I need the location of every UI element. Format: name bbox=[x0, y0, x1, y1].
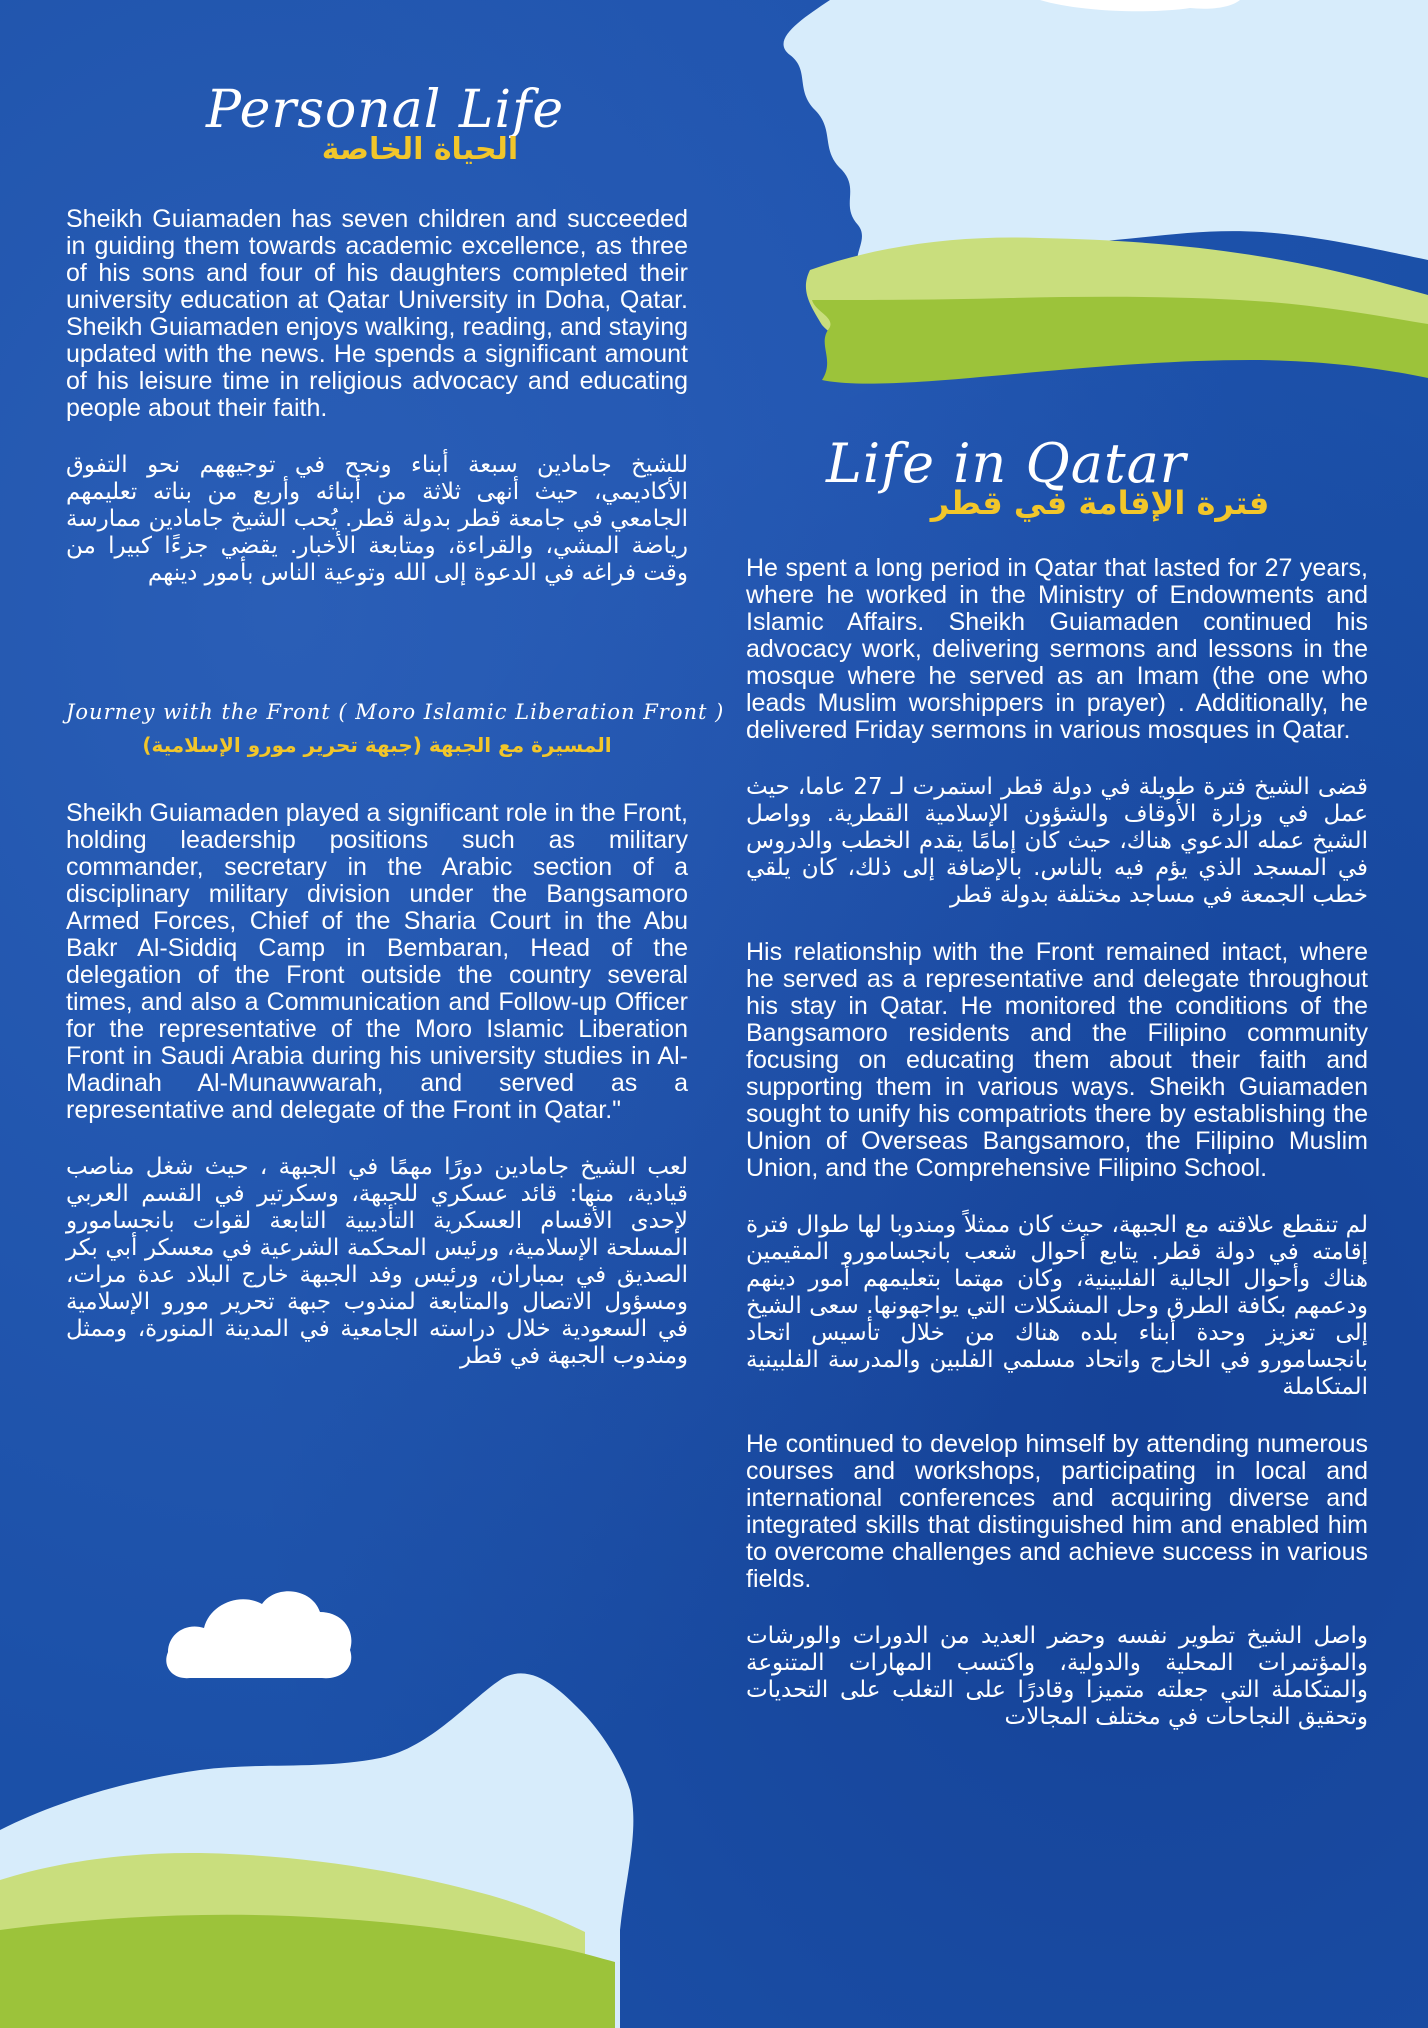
qatar-paragraph-1-en: He spent a long period in Qatar that lasted for 27 years, where he worked in the Ministry of Endowments and Islamic Affairs. Sheikh Guiamaden continued his advocacy work, delivering sermons and lessons in the mosque where he served as an Imam (the one who leads Muslim worshippers in prayer) . Additionally, he delivered Friday sermons in various mosques in Qatar. bbox=[746, 554, 1368, 744]
personal-life-title-ar: الحياة الخاصة bbox=[321, 132, 519, 167]
top-sky-shape bbox=[784, 0, 1428, 272]
personal-life-paragraph-ar: للشيخ جامادين سبعة أبناء ونجح في توجيههم نحو التفوق الأكاديمي، حيث أنهى ثلاثة من أبنائه وأربع من بناته تعليمهم الجامعي في جامعة قطر بدولة قطر. يُحب الشيخ جامادين ممارسة رياضة المشي، والقراءة، ومتابعة الأخبار. يقضي جزءًا كبيرا من وقت فراغه في الدعوة إلى الله وتوعية الناس بأمور دينهم bbox=[66, 452, 688, 586]
personal-life-paragraph-en: Sheikh Guiamaden has seven children and succeeded in guiding them towards academic excellence, as three of his sons and four of his daughters completed their university education at Qatar University in Doha, Qatar. Sheikh Guiamaden enjoys walking, reading, and staying updated with the news. He spends a significant amount of his leisure time in religious advocacy and educating people about their faith. bbox=[66, 205, 688, 422]
bottom-cloud bbox=[166, 1591, 351, 1678]
journey-section bbox=[66, 800, 688, 1370]
qatar-paragraph-1-ar: قضى الشيخ فترة طويلة في دولة قطر استمرت لـ 27 عاما، حيث عمل في وزارة الأوقاف والشؤون الإسلامية القطرية. وواصل الشيخ عمله الدعوي هناك، حيث كان إمامًا يقدم الخطب والدروس في المسجد الذي يؤم فيه بالناس. بالإضافة إلى ذلك، كان يلقي خطب الجمعة في مساجد مختلفة بدولة قطر bbox=[746, 774, 1368, 908]
journey-paragraph-en: Sheikh Guiamaden played a significant role in the Front, holding leadership positions such as military commander, secretary in the Arabic section of a disciplinary military division under the Bangsamoro Armed Forces, Chief of the Sharia Court in the Abu Bakr Al-Siddiq Camp in Bembaran, Head of the delegation of the Front outside the country several times, and also a Communication and Follow-up Officer for the representative of the Moro Islamic Liberation Front in Saudi Arabia during his university studies in Al-Madinah Al-Munawwarah, and served as a representative and delegate of the Front in Qatar." bbox=[66, 799, 688, 1124]
life-in-qatar-title: Life in Qatar bbox=[826, 432, 1187, 495]
personal-life-section bbox=[66, 206, 688, 587]
qatar-paragraph-3-ar: واصل الشيخ تطوير نفسه وحضر العديد من الدورات والورشات والمؤتمرات المحلية والدولية، واكتسب المهارات المتنوعة والمتكاملة التي جعلته متميزا وقادرًا على التغلب على التحديات وتحقيق النجاحات في مختلف المجالات bbox=[746, 1623, 1368, 1730]
life-in-qatar-title-ar: فترة الإقامة في قطر bbox=[930, 484, 1270, 522]
journey-title: Journey with the Front ( Moro Islamic Liberation Front ) bbox=[66, 700, 725, 724]
personal-life-title: Personal Life bbox=[206, 80, 565, 140]
qatar-paragraph-2-ar: لم تنقطع علاقته مع الجبهة، حيث كان ممثلاً ومندوبا لها طوال فترة إقامته في دولة قطر. يتابع أحوال شعب بانجسامورو المقيمين هناك وأحوال الجالية الفلبينية، وكان مهتما بتعليمهم أمور دينهم ودعمهم بكافة الطرق وحل المشكلات التي يواجهونها. سعى الشيخ إلى تعزيز وحدة أبناء بلده هناك من خلال تأسيس اتحاد بانجسامورو في الخارج واتحاد مسلمي الفلبين والمدرسة الفلبينية المتكاملة bbox=[746, 1212, 1368, 1400]
top-grass-dark bbox=[812, 297, 1428, 384]
journey-title-ar: المسيرة مع الجبهة (جبهة تحرير مورو الإسلامية) bbox=[142, 733, 612, 757]
life-in-qatar-section bbox=[746, 555, 1368, 1731]
journey-paragraph-ar: لعب الشيخ جامادين دورًا مهمًا في الجبهة ، حيث شغل مناصب قيادية، منها: قائد عسكري للجبهة، وسكرتير في القسم العربي لإحدى الأقسام العسكرية التأديبية التابعة لقوات بانجسامورو المسلحة الإسلامية، ورئيس المحكمة الشرعية في معسكر أبي بكر الصديق في بمباران، ورئيس وفد الجبهة خارج البلاد عدة مرات، ومسؤول الاتصال والمتابعة لمندوب جبهة تحرير مورو الإسلامية في السعودية خلال دراسته الجامعية في المدينة المنورة، وممثل ومندوب الجبهة في قطر bbox=[66, 1154, 688, 1369]
qatar-paragraph-2-en: His relationship with the Front remained intact, where he served as a representative and delegate throughout his stay in Qatar. He monitored the conditions of the Bangsamoro residents and the Filipino community focusing on educating them about their faith and supporting them in various ways. Sheikh Guiamaden sought to unify his compatriots there by establishing the Union of Overseas Bangsamoro, the Filipino Muslim Union, and the Comprehensive Filipino School. bbox=[746, 938, 1368, 1182]
qatar-paragraph-3-en: He continued to develop himself by attending numerous courses and workshops, participating in local and international conferences and acquiring diverse and integrated skills that distinguished him and enabled him to overcome challenges and achieve success in various fields. bbox=[746, 1430, 1368, 1593]
